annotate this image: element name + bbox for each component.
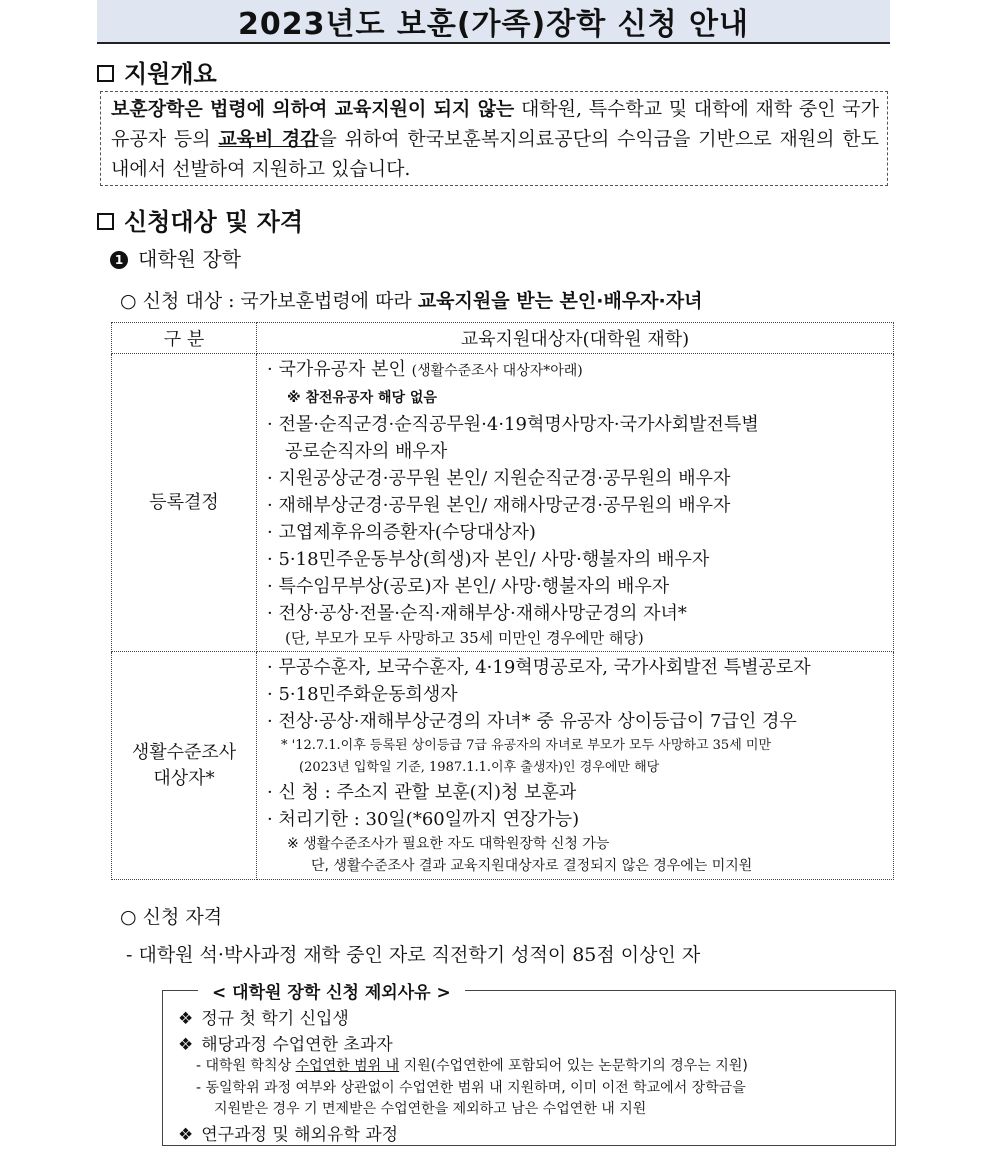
list-item: * '12.7.1.이후 등록된 상이등급 7급 유공자의 자녀로 부모가 모두 사망하고 35세 미만 [281, 738, 772, 753]
eligibility-table [111, 322, 894, 880]
item-note: (생활수준조사 대상자*아래) [411, 363, 583, 379]
exclusion-title: < 대학원 장학 신청 제외사유 > [198, 978, 465, 1003]
application-target [120, 286, 702, 313]
target-prefix: ○ 신청 대상 : 국가보훈법령에 따라 [120, 290, 418, 312]
number-bullet-icon: 1 [110, 251, 128, 269]
row-items [257, 652, 894, 880]
list-item: · 전상·공상·전몰·순직·재해부상·재해사망군경의 자녀* [267, 603, 687, 624]
list-item: · 5·18민주화운동희생자 [267, 684, 458, 705]
list-item: (2023년 입학일 기준, 1987.1.1.이후 출생자)인 경우에만 해당 [299, 760, 660, 775]
table-row [112, 354, 894, 652]
list-item: · 특수임무부상(공로)자 본인/ 사망·행불자의 배우자 [267, 576, 670, 597]
list-item: · 전상·공상·재해부상군경의 자녀* 중 유공자 상이등급이 7급인 경우 [267, 711, 797, 732]
section-heading-overview [97, 54, 217, 89]
sub-text: - 대학원 학칙상 [196, 1058, 296, 1074]
list-item: · 신 청 : 주소지 관할 보훈(지)청 보훈과 [267, 782, 577, 803]
item-text: · 국가유공자 본인 [267, 359, 406, 380]
row-category: 등록결정 [112, 354, 257, 652]
overview-box [100, 91, 888, 186]
subsection-title: 대학원 장학 [138, 247, 241, 271]
overview-text-part1: 대학원, 특수학교 및 대학에 재학 중인 국가유공자 등의 [111, 98, 879, 150]
category-line: 대상자* [153, 767, 215, 789]
exclusion-subitem [196, 1055, 748, 1075]
list-item: ※ 참전유공자 해당 없음 [287, 390, 437, 406]
diamond-bullet-icon: ❖ [178, 1125, 194, 1145]
exclusion-text: 해당과정 수업연한 초과자 [201, 1035, 393, 1055]
section-heading-text: 신청대상 및 자격 [124, 208, 303, 236]
exclusion-text: 연구과정 및 해외유학 과정 [201, 1125, 399, 1145]
section-heading-eligibility [97, 202, 303, 237]
list-item [267, 356, 893, 385]
target-bold: 교육지원을 받는 본인·배우자·자녀 [417, 290, 703, 312]
category-line: 생활수준조사 [131, 741, 237, 763]
sub-text: 지원(수업연한에 포함되어 있는 논문학기의 경우는 지원) [399, 1058, 748, 1074]
list-item: · 처리기한 : 30일(*60일까지 연장가능) [267, 809, 580, 830]
table-header-category: 구 분 [112, 323, 257, 354]
diamond-bullet-icon: ❖ [178, 1035, 194, 1055]
table-header-target: 교육지원대상자(대학원 재학) [257, 323, 894, 354]
overview-underline-text: 교육비 경감 [218, 128, 319, 150]
sub-underline: 수업연한 범위 내 [295, 1058, 400, 1074]
subsection-heading [110, 243, 241, 272]
list-item: 단, 생활수준조사 결과 교육지원대상자로 결정되지 않은 경우에는 미지원 [311, 858, 753, 874]
overview-bold-text: 보훈장학은 법령에 의하여 교육지원이 되지 않는 [111, 98, 515, 120]
exclusion-item [178, 1004, 349, 1029]
list-item: · 고엽제후유의증환자(수당대상자) [267, 522, 536, 543]
section-heading-text: 지원개요 [124, 60, 217, 88]
list-item: · 재해부상군경·공무원 본인/ 재해사망군경·공무원의 배우자 [267, 495, 731, 516]
document-title: 2023년도 보훈(가족)장학 신청 안내 [97, 0, 890, 44]
square-bullet-icon [97, 213, 114, 230]
square-bullet-icon [97, 65, 114, 82]
overview-text-part2: 을 위하여 한국보훈복지의료공단의 수익금을 기반으로 재원의 한도 내에서 선발하여 지원하고 있습니다. [111, 128, 879, 180]
list-item: ※ 생활수준조사가 필요한 자도 대학원장학 신청 가능 [287, 836, 610, 852]
qualification-label: ○ 신청 자격 [120, 906, 223, 928]
qualification-text: - 대학원 석·박사과정 재학 중인 자로 직전학기 성적이 85점 이상인 자 [126, 944, 701, 966]
row-category [112, 652, 257, 880]
diamond-bullet-icon: ❖ [178, 1009, 194, 1029]
list-item: (단, 부모가 모두 사망하고 35세 미만인 경우에만 해당) [285, 629, 644, 647]
table-header-row [112, 323, 894, 354]
exclusion-subitem: - 동일학위 과정 여부와 상관없이 수업연한 범위 내 지원하며, 이미 이전 학교에서 장학금을 [196, 1080, 746, 1096]
exclusion-subitem: 지원받은 경우 기 면제받은 수업연한을 제외하고 남은 수업연한 내 지원 [214, 1101, 647, 1117]
list-item: · 무공수훈자, 보국수훈자, 4·19혁명공로자, 국가사회발전 특별공로자 [267, 657, 811, 678]
list-item: · 지원공상군경·공무원 본인/ 지원순직군경·공무원의 배우자 [267, 468, 731, 489]
exclusion-item [178, 1120, 398, 1145]
row-items [257, 354, 894, 652]
list-item: · 전몰·순직군경·순직공무원·4·19혁명사망자·국가사회발전특별 [267, 414, 759, 435]
list-item: 공로순직자의 배우자 [285, 441, 448, 462]
exclusion-item [178, 1030, 393, 1055]
list-item: · 5·18민주운동부상(희생)자 본인/ 사망·행불자의 배우자 [267, 549, 710, 570]
exclusion-text: 정규 첫 학기 신입생 [201, 1009, 349, 1029]
table-row [112, 652, 894, 880]
